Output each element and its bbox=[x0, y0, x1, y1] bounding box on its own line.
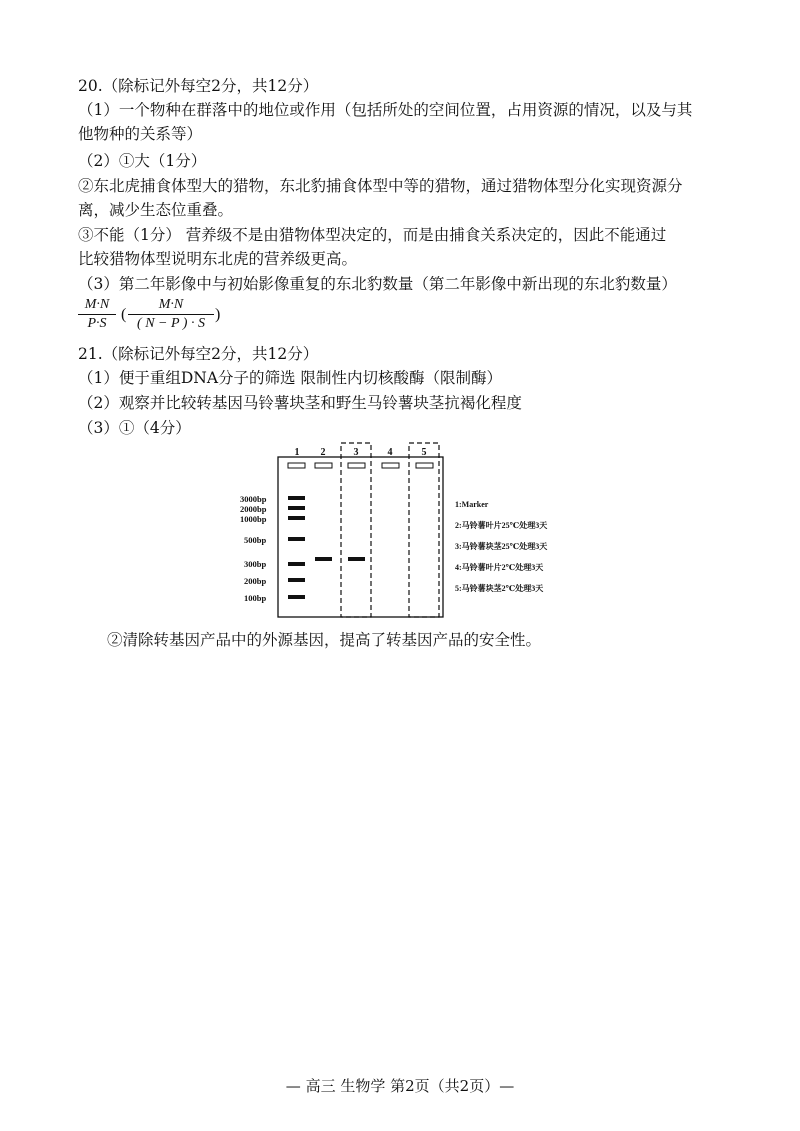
lane-number-2: 2 bbox=[320, 447, 326, 458]
well-lane-5 bbox=[416, 463, 433, 468]
marker-label-500bp: 500bp bbox=[244, 535, 267, 545]
marker-band-500bp bbox=[288, 537, 305, 541]
lane-number-1: 1 bbox=[294, 447, 300, 458]
legend-item-3: 3:马铃薯块茎25℃处理3天 bbox=[455, 542, 548, 551]
legend-item-4: 4:马铃薯叶片2℃处理3天 bbox=[455, 563, 544, 572]
sample-band-lane-3 bbox=[348, 557, 365, 561]
formula-2-denominator: ( N − P ) · S bbox=[137, 316, 205, 331]
lane-5-highlight bbox=[409, 443, 439, 617]
well-lane-2 bbox=[315, 463, 332, 468]
marker-label-100bp: 100bp bbox=[244, 593, 267, 603]
q21-answer-3-part2: ②清除转基因产品中的外源基因，提高了转基因产品的安全性。 bbox=[107, 631, 542, 649]
well-lane-4 bbox=[382, 463, 399, 468]
formula-1-denominator: P·S bbox=[87, 316, 107, 331]
q20-answer-2-line4: ③不能（1分） 营养级不是由猎物体型决定的，而是由捕食关系决定的，因此不能通过 bbox=[78, 226, 667, 244]
marker-label-1000bp: 1000bp bbox=[240, 514, 267, 524]
q20-answer-1-line1: （1）一个物种在群落中的地位或作用（包括所处的空间位置，占用资源的情况，以及与其 bbox=[78, 101, 693, 119]
gel-electrophoresis-figure bbox=[240, 440, 570, 620]
lane-number-3: 3 bbox=[353, 447, 359, 458]
marker-label-300bp: 300bp bbox=[244, 559, 267, 569]
well-lane-1 bbox=[288, 463, 305, 468]
q20-answer-2-line1: （2）①大（1分） bbox=[78, 152, 207, 170]
legend-item-1: 1:Marker bbox=[455, 500, 489, 509]
marker-band-200bp bbox=[288, 578, 305, 582]
formula-1 bbox=[78, 297, 116, 332]
q21-answer-2: （2）观察并比较转基因马铃薯块茎和野生马铃薯块茎抗褐化程度 bbox=[78, 394, 522, 412]
marker-band-2000bp bbox=[288, 506, 305, 510]
marker-band-3000bp bbox=[288, 496, 305, 500]
q20-answer-2-line3: 离，减少生态位重叠。 bbox=[78, 201, 234, 219]
q20-answer-2-line2: ②东北虎捕食体型大的猎物，东北豹捕食体型中等的猎物，通过猎物体型分化实现资源分 bbox=[78, 177, 683, 195]
formula-2-close-paren: ) bbox=[215, 306, 221, 323]
marker-label-2000bp: 2000bp bbox=[240, 504, 267, 514]
q21-answer-3: （3）①（4分） bbox=[78, 419, 191, 437]
fraction-bar bbox=[78, 314, 116, 315]
lane-number-4: 4 bbox=[387, 447, 393, 458]
formula-1-numerator: M·N bbox=[84, 297, 110, 312]
q21-answer-1: （1）便于重组DNA分子的筛选 限制性内切核酸酶（限制酶） bbox=[78, 369, 502, 387]
q21-heading: 21.（除标记外每空2分，共12分） bbox=[78, 345, 319, 363]
marker-band-300bp bbox=[288, 562, 305, 566]
q20-heading: 20.（除标记外每空2分，共12分） bbox=[78, 77, 319, 95]
legend-item-5: 5:马铃薯块茎2℃处理3天 bbox=[455, 584, 544, 593]
marker-band-1000bp bbox=[288, 516, 305, 520]
well-lane-3 bbox=[348, 463, 365, 468]
q20-answer-1-line2: 他物种的关系等） bbox=[78, 125, 203, 143]
legend-item-2: 2:马铃薯叶片25℃处理3天 bbox=[455, 521, 548, 530]
page-footer: — 高三 生物学 第2页（共2页）— bbox=[285, 1077, 515, 1095]
formula-2 bbox=[128, 297, 214, 332]
q20-answer-3-line1: （3）第二年影像中与初始影像重复的东北豹数量（第二年影像中新出现的东北豹数量） bbox=[78, 275, 677, 293]
q20-answer-2-line5: 比较猎物体型说明东北虎的营养级更高。 bbox=[78, 250, 358, 268]
marker-label-3000bp: 3000bp bbox=[240, 494, 267, 504]
marker-band-100bp bbox=[288, 595, 305, 599]
fraction-bar bbox=[128, 314, 214, 315]
lane-3-highlight bbox=[341, 443, 371, 617]
sample-band-lane-2 bbox=[315, 557, 332, 561]
lane-number-5: 5 bbox=[421, 447, 427, 458]
formula-2-open-paren: ( bbox=[121, 306, 127, 323]
marker-label-200bp: 200bp bbox=[244, 576, 267, 586]
formula-2-numerator: M·N bbox=[158, 297, 184, 312]
